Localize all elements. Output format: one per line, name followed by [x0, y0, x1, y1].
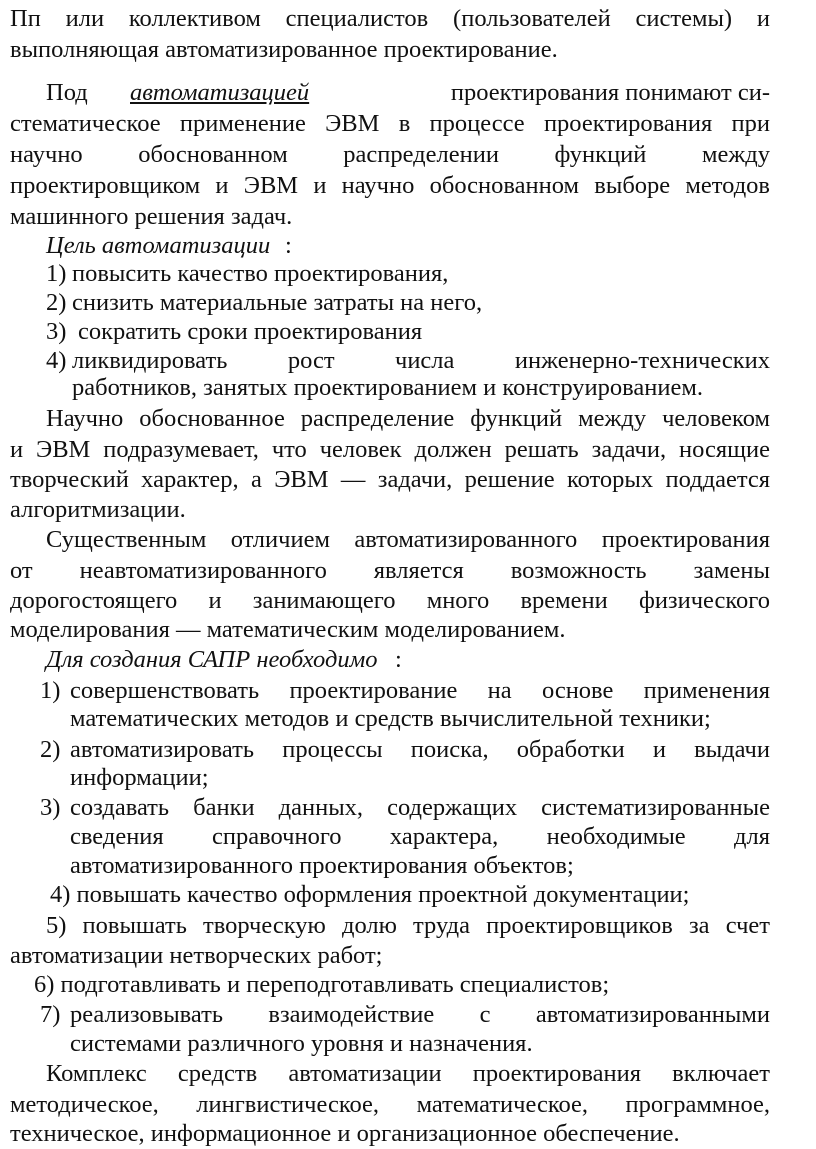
- heading-label: Цель автоматизации: [46, 232, 271, 259]
- list-text: 5) повышать творческую долю труда проектировщиков за счет: [46, 912, 770, 939]
- text-line: техническое, информационное и организационное обеспечение.: [10, 1120, 680, 1147]
- list-number: 4): [46, 347, 67, 374]
- text-line: методическое, лингвистическое, математическое, программное,: [10, 1091, 770, 1118]
- text-fragment: Комплекс средств автоматизации проектирования включает: [46, 1060, 770, 1087]
- list-text: повысить качество проектирования,: [72, 260, 449, 287]
- text-line: [10, 524, 770, 555]
- list-text: автоматизировать процессы поиска, обработки и выдачи: [70, 736, 770, 763]
- list-text: работников, занятых проектированием и конструированием.: [72, 374, 703, 401]
- list-text: ликвидировать рост числа инженерно-технических: [72, 347, 770, 374]
- text-fragment: Существенным отличием автоматизированного проектирования: [46, 526, 770, 553]
- list-text-continued: [10, 762, 770, 793]
- list-text-continued: [10, 821, 770, 852]
- heading-colon: :: [285, 232, 292, 259]
- list-text: автоматизированного проектирования объектов;: [70, 852, 574, 879]
- list-text-continued: автоматизации нетворческих работ;: [10, 942, 383, 969]
- list-text-continued: [10, 850, 770, 881]
- list-number: 3): [46, 318, 67, 345]
- list-item: [10, 910, 770, 941]
- text-line: научно обоснованном распределении функций между: [10, 141, 770, 168]
- section-heading: [10, 230, 770, 261]
- list-number: 2): [40, 736, 61, 763]
- list-text: создавать банки данных, содержащих систематизированные: [70, 794, 770, 821]
- text-line: [10, 1058, 770, 1089]
- list-number: 2): [46, 289, 67, 316]
- list-text-continued: [10, 1028, 770, 1059]
- definition-line: [10, 77, 770, 108]
- list-text: математических методов и средств вычислительной техники;: [70, 705, 711, 732]
- list-item: [10, 792, 770, 823]
- text-line: [10, 403, 770, 434]
- section-heading: [10, 644, 770, 675]
- list-item: [10, 258, 770, 289]
- list-item: [10, 879, 770, 910]
- text-line: Пп или коллективом специалистов (пользователей системы) и: [10, 5, 770, 32]
- heading-colon: :: [395, 646, 402, 673]
- list-item: [10, 675, 770, 706]
- list-item: [10, 734, 770, 765]
- text-line: и ЭВМ подразумевает, что человек должен решать задачи, носящие: [10, 436, 770, 463]
- list-text: совершенствовать проектирование на основе применения: [70, 677, 770, 704]
- list-text: системами различного уровня и назначения.: [70, 1030, 533, 1057]
- text-line: проектировщиком и ЭВМ и научно обоснованном выборе методов: [10, 172, 770, 199]
- list-text: сократить сроки проектирования: [78, 318, 423, 345]
- text-fragment: Научно обоснованное распределение функций между человеком: [46, 405, 770, 432]
- list-text: реализовывать взаимодействие с автоматизированными: [70, 1001, 770, 1028]
- text-line: алгоритмизации.: [10, 496, 186, 523]
- list-item: [10, 287, 770, 318]
- list-text: сведения справочного характера, необходимые для: [70, 823, 770, 850]
- text-line: дорогостоящего и занимающего много времени физического: [10, 587, 770, 614]
- list-number: 7): [40, 1001, 61, 1028]
- list-text: снизить материальные затраты на него,: [72, 289, 483, 316]
- text-line: выполняющая автоматизированное проектирование.: [10, 36, 558, 63]
- list-item: [10, 969, 770, 1000]
- list-text-continued: [10, 372, 770, 403]
- text-line: стематическое применение ЭВМ в процессе проектирования при: [10, 110, 770, 137]
- list-text-continued: [10, 703, 770, 734]
- list-text: информации;: [70, 764, 209, 791]
- list-number: 3): [40, 794, 61, 821]
- list-number: 1): [46, 260, 67, 287]
- text-line: моделирования — математическим моделированием.: [10, 616, 566, 643]
- text-line: от неавтоматизированного является возможность замены: [10, 557, 770, 584]
- list-item: [10, 999, 770, 1030]
- list-item: [10, 316, 770, 347]
- text-fragment: проектирования понимают си-: [450, 79, 770, 106]
- heading-label: Для создания САПР необходимо: [46, 646, 378, 673]
- defined-term: автоматизацией: [130, 79, 310, 106]
- text-line: машинного решения задач.: [10, 203, 293, 230]
- list-text: 6) подготавливать и переподготавливать специалистов;: [34, 971, 610, 998]
- list-text: 4) повышать качество оформления проектной документации;: [50, 881, 690, 908]
- text-fragment: Под: [46, 79, 88, 106]
- text-line: творческий характер, а ЭВМ — задачи, решение которых поддается: [10, 466, 770, 493]
- list-number: 1): [40, 677, 61, 704]
